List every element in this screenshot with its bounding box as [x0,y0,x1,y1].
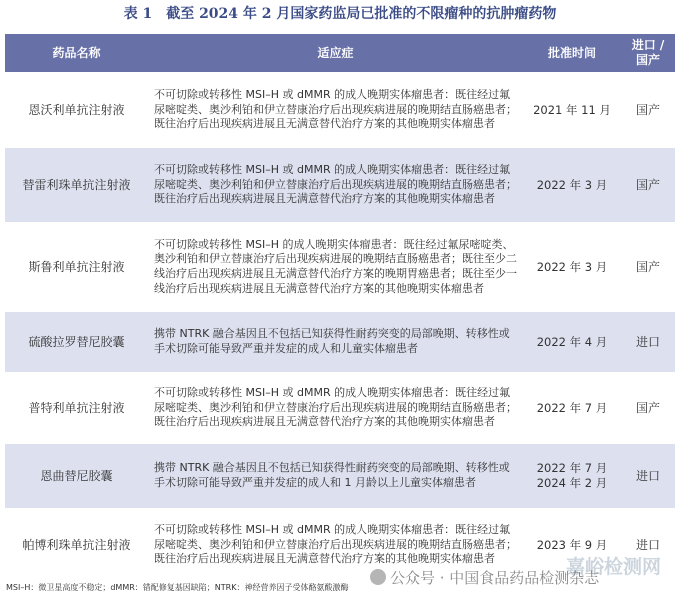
header-drug-name: 药品名称 [5,34,148,72]
wechat-icon [370,569,386,585]
wechat-watermark [370,567,599,588]
drug-name-cell: 替雷利珠单抗注射液 [5,148,148,222]
drug-name-cell: 硫酸拉罗替尼胶囊 [5,312,148,372]
drug-name-cell: 帕博利珠单抗注射液 [5,508,148,582]
origin-cell: 进口 [621,508,675,582]
indication-cell: 不可切除或转移性 MSI–H 或 dMMR 的成人晚期实体瘤患者：既往经过氟尿嘧啶类、奥沙利铂和伊立替康治疗后出现疾病进展的晚期结直肠癌患者；既往治疗后出现疾病进展且无满意替代治疗方案的其他晚期实体瘤患者 [148,508,523,582]
drug-name-cell: 恩曲替尼胶囊 [5,444,148,508]
indication-cell: 不可切除或转移性 MSI–H 或 dMMR 的成人晚期实体瘤患者：既往经过氟尿嘧啶类、奥沙利铂和伊立替康治疗后出现疾病进展的晚期结直肠癌患者；既往治疗后出现疾病进展且无满意替代治疗方案的其他晚期实体瘤患者 [148,72,523,148]
table-row [5,72,675,148]
indication-cell: 不可切除或转移性 MSI–H 或 dMMR 的成人晚期实体瘤患者：既往经过氟尿嘧啶类、奥沙利铂和伊立替康治疗后出现疾病进展的晚期结直肠癌患者；既往治疗后出现疾病进展且无满意替代治疗方案的其他晚期实体瘤患者 [148,372,523,444]
footnote: MSI–H：微卫星高度不稳定；dMMR：错配修复基因缺陷；NTRK：神经营养因子受体酪氨酸激酶 [6,583,349,592]
approval-date-cell: 2023 年 9 月 [523,508,621,582]
origin-cell: 进口 [621,312,675,372]
indication-cell: 不可切除或转移性 MSI–H 的成人晚期实体瘤患者：既往经过氟尿嘧啶类、奥沙利铂和伊立替康治疗后出现疾病进展的晚期结直肠癌患者；既往至少二线治疗后出现疾病进展且无满意替代治疗方案的晚期胃癌患者；既往至少一线治疗后出现疾病进展且无满意替代治疗方案的其他晚期实体瘤患者 [148,222,523,312]
table-row [5,312,675,372]
origin-cell: 国产 [621,372,675,444]
origin-cell: 国产 [621,222,675,312]
indication-cell: 携带 NTRK 融合基因且不包括已知获得性耐药突变的局部晚期、转移性或手术切除可能导致严重并发症的成人和 1 月龄以上儿童实体瘤患者 [148,444,523,508]
table-row [5,222,675,312]
drug-name-cell: 恩沃利单抗注射液 [5,72,148,148]
drug-name-cell: 普特利单抗注射液 [5,372,148,444]
header-indication: 适应症 [148,34,523,72]
origin-cell: 国产 [621,72,675,148]
table-row [5,444,675,508]
indication-cell: 携带 NTRK 融合基因且不包括已知获得性耐药突变的局部晚期、转移性或手术切除可能导致严重并发症的成人和儿童实体瘤患者 [148,312,523,372]
header-approval-date: 批准时间 [523,34,621,72]
origin-cell: 进口 [621,444,675,508]
approval-date-cell: 2022 年 3 月 [523,148,621,222]
approval-date-cell: 2022 年 7 月 2024 年 2 月 [523,444,621,508]
approval-date-cell: 2022 年 7 月 [523,372,621,444]
approval-date-cell: 2022 年 4 月 [523,312,621,372]
table-title: 表 1 截至 2024 年 2 月国家药监局已批准的不限瘤种的抗肿瘤药物 [123,6,557,22]
header-origin: 进口 / 国产 [621,34,675,72]
table-header-row [5,34,675,72]
watermark-text: 公众号 · 中国食品药品检测杂志 [390,569,600,587]
table-row [5,148,675,222]
indication-cell: 不可切除或转移性 MSI–H 或 dMMR 的成人晚期实体瘤患者：既往经过氟尿嘧啶类、奥沙利铂和伊立替康治疗后出现疾病进展的晚期结直肠癌患者；既往治疗后出现疾病进展且无满意替代治疗方案的其他晚期实体瘤患者 [148,148,523,222]
origin-cell: 国产 [621,148,675,222]
site-watermark: 嘉峪检测网 [566,556,662,578]
approval-date-cell: 2022 年 3 月 [523,222,621,312]
drug-name-cell: 斯鲁利单抗注射液 [5,222,148,312]
approval-date-cell: 2021 年 11 月 [523,72,621,148]
drug-table [5,34,675,582]
table-row [5,372,675,444]
